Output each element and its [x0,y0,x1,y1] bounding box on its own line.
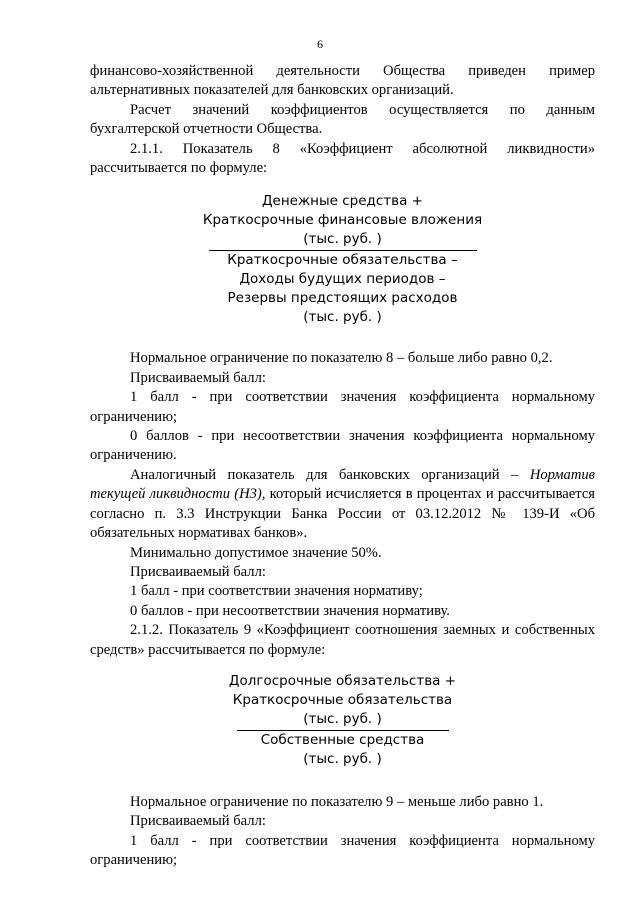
formula1-numerator-line-2: Краткосрочные финансовые вложения [202,212,483,229]
paragraph-7: 0 баллов - при несоответствии значения коэффициента нормальному ограничению. [90,428,595,464]
paragraph-3: 2.1.1. Показатель 8 «Коэффициент абсолютной ликвидности» рассчитывается по формуле: [90,140,595,177]
paragraph-2: Расчет значений коэффициентов осуществляется по данным бухгалтерской отчетности Общества. [90,101,595,138]
formula2-numerator-line-3: (тыс. руб. ) [303,710,382,727]
paragraph-10: Присваиваемый балл: [130,563,266,580]
paragraph-8-italic: Норматив текущей ликвидности (Н3), [90,466,595,503]
paragraph-4: Нормальное ограничение по показателю 8 – больше либо равно 0,2. [130,350,553,367]
paragraph-6: 1 балл - при соответствии значения коэффициента нормальному ограничению; [90,389,595,425]
paragraph-9: Минимально допустимое значение 50%. [130,544,382,561]
paragraph-8-end: который исчисляется в процентах и рассчитывается согласно п. 3.3 Инструкции Банка России от 03.12.2012 № 139-И «Об обязательных нормативах банков». [90,486,596,542]
paragraph-1: финансово-хозяйственной деятельности Общества приведен пример альтернативных показателей для банковских организаций. [90,63,595,99]
paragraph-12: 0 баллов - при несоответствии значения нормативу. [130,602,450,619]
formula1-denominator-line-4: (тыс. руб. ) [303,309,382,326]
paragraph-14: Нормальное ограничение по показателю 9 – меньше либо равно 1. [130,793,544,810]
formula2-numerator-line-2: Краткосрочные обязательства [232,691,453,708]
formula1-denominator-line-3: Резервы предстоящих расходов [227,290,458,307]
page-number: 6 [317,37,323,51]
paragraph-13: 2.1.2. Показатель 9 «Коэффициент соотношения заемных и собственных средств» рассчитывается по формуле: [90,622,595,658]
formula1-denominator-line-1: Краткосрочные обязательства – [227,252,458,269]
formula-debt-equity-ratio [90,672,595,769]
paragraph-8-start: Аналогичный показатель для банковских организаций – [130,466,530,483]
document-body [90,62,595,871]
formula-absolute-liquidity [90,192,595,327]
paragraph-15: Присваиваемый балл: [130,813,266,830]
formula2-numerator-line-1: Долгосрочные обязательства + [228,672,457,689]
paragraph-5: Присваиваемый балл: [130,369,266,386]
formula1-numerator-line-1: Денежные средства + [262,193,423,210]
paragraph-8 [90,466,595,544]
formula1-numerator-line-3: (тыс. руб. ) [303,231,382,248]
formula2-denominator-line-2: (тыс. руб. ) [303,750,382,767]
paragraph-11: 1 балл - при соответствии значения нормативу; [130,583,423,600]
paragraph-16: 1 балл - при соответствии значения коэффициента нормальному ограничению; [90,832,595,869]
formula1-denominator-line-2: Доходы будущих периодов – [239,271,446,288]
formula2-denominator-line-1: Собственные средства [260,731,425,748]
